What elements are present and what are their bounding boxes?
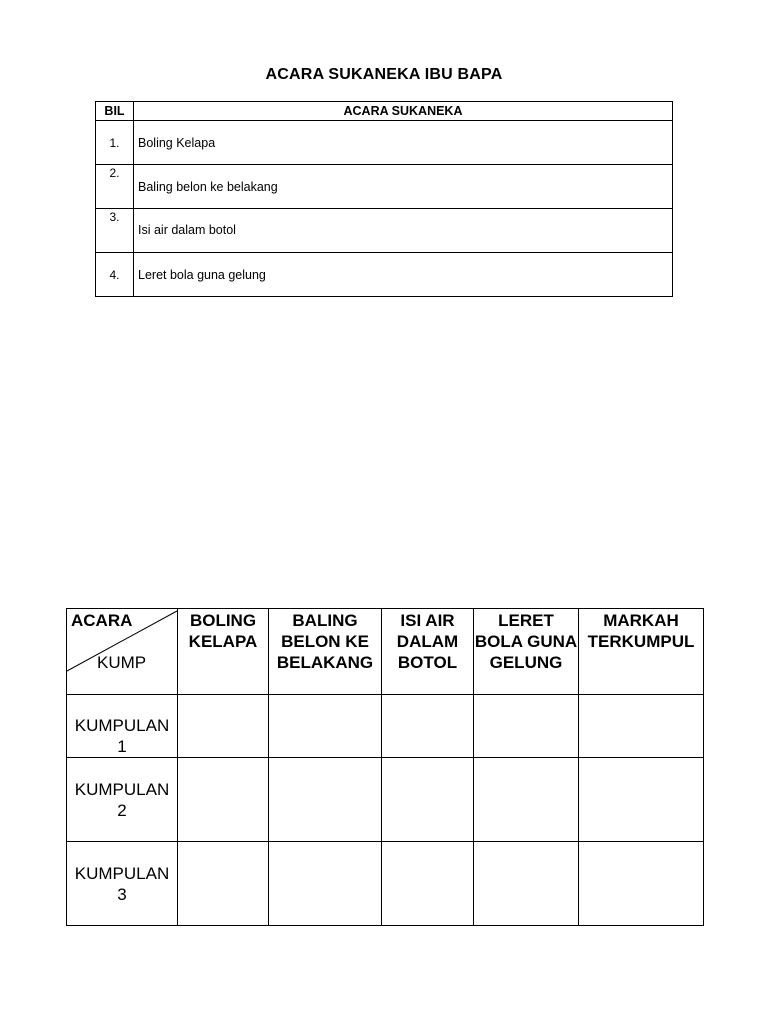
event-name: Leret bola guna gelung [134, 253, 673, 297]
score-table-header-row [67, 609, 704, 695]
column-header-bil: BIL [96, 102, 134, 121]
event-name: Isi air dalam botol [134, 209, 673, 253]
row-number: 3. [96, 209, 134, 253]
table-row [96, 253, 673, 297]
group-label: KUMPULAN [74, 864, 170, 883]
event-name: Baling belon ke belakang [134, 165, 673, 209]
score-table [66, 608, 704, 926]
group-label-cell [67, 695, 178, 758]
total-score-cell[interactable] [579, 842, 704, 926]
score-cell[interactable] [178, 842, 269, 926]
corner-header-cell [67, 609, 178, 695]
events-table-header-row [96, 102, 673, 121]
table-row [67, 758, 704, 842]
column-header-boling-kelapa: BOLING KELAPA [178, 609, 269, 695]
table-row [96, 121, 673, 165]
table-row [67, 695, 704, 758]
score-cell[interactable] [178, 758, 269, 842]
group-label-cell [67, 842, 178, 926]
event-name: Boling Kelapa [134, 121, 673, 165]
column-header-leret-bola: LERET BOLA GUNA GELUNG [474, 609, 579, 695]
column-header-isi-air: ISI AIR DALAM BOTOL [382, 609, 474, 695]
score-cell[interactable] [382, 842, 474, 926]
page-title: ACARA SUKANEKA IBU BAPA [265, 66, 503, 83]
score-cell[interactable] [382, 758, 474, 842]
group-number: 3 [117, 885, 127, 904]
total-score-cell[interactable] [579, 695, 704, 758]
group-number: 2 [117, 801, 127, 820]
group-number: 1 [117, 737, 127, 756]
row-number: 4. [96, 253, 134, 297]
row-number: 1. [96, 121, 134, 165]
group-label: KUMPULAN [74, 716, 170, 735]
score-cell[interactable] [474, 842, 579, 926]
group-label: KUMPULAN [74, 780, 170, 799]
row-number: 2. [96, 165, 134, 209]
corner-label-group: KUMP [97, 653, 147, 672]
column-header-baling-belon: BALING BELON KE BELAKANG [269, 609, 382, 695]
table-row [96, 209, 673, 253]
score-cell[interactable] [382, 695, 474, 758]
score-cell[interactable] [474, 695, 579, 758]
table-row [67, 842, 704, 926]
score-cell[interactable] [269, 758, 382, 842]
score-cell[interactable] [178, 695, 269, 758]
corner-label-event: ACARA [71, 611, 133, 630]
score-cell[interactable] [474, 758, 579, 842]
table-row [96, 165, 673, 209]
column-header-event: ACARA SUKANEKA [134, 102, 673, 121]
score-cell[interactable] [269, 695, 382, 758]
total-score-cell[interactable] [579, 758, 704, 842]
events-table [95, 101, 673, 297]
score-cell[interactable] [269, 842, 382, 926]
column-header-markah: MARKAH TERKUMPUL [579, 609, 704, 695]
group-label-cell [67, 758, 178, 842]
